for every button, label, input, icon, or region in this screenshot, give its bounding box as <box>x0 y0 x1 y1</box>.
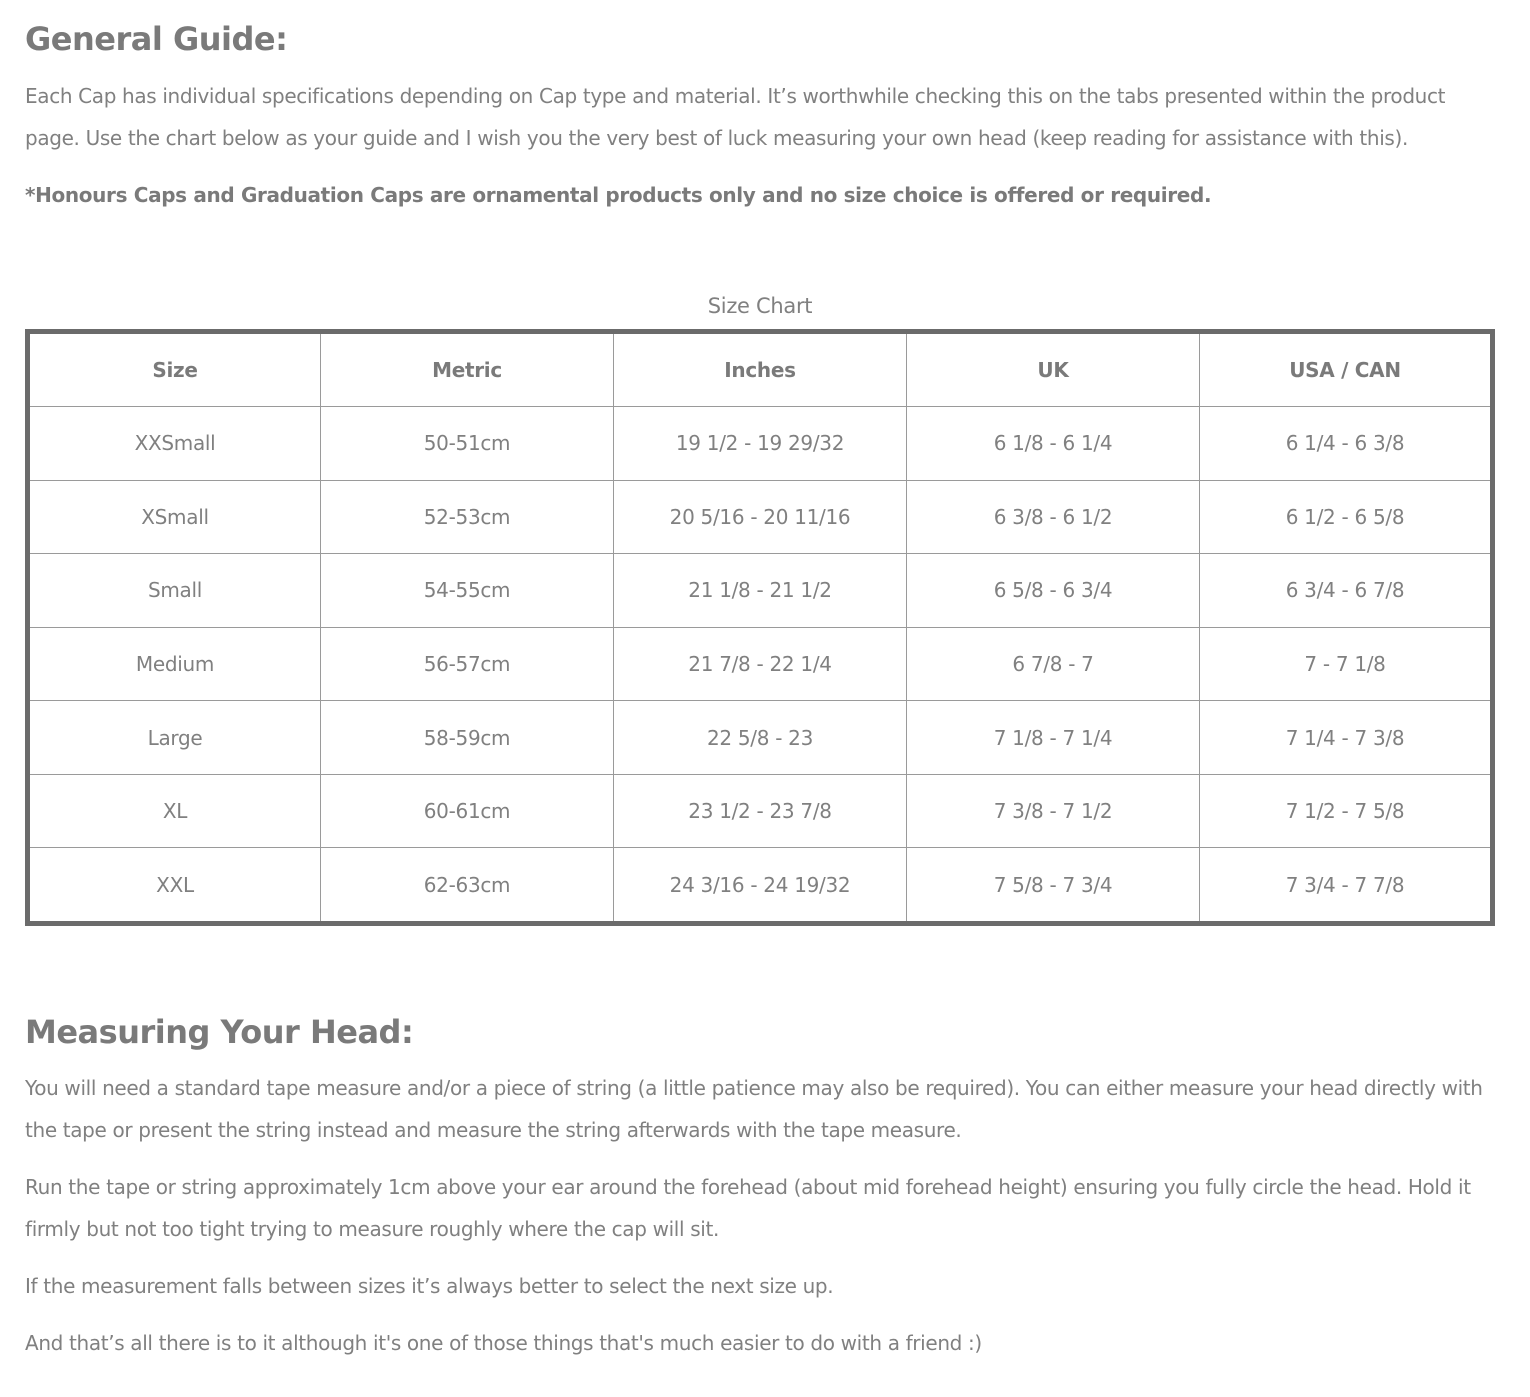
cell-size: XSmall <box>28 480 321 554</box>
table-header-row <box>28 332 1493 407</box>
cell-size: XXL <box>28 848 321 924</box>
cell-size: XL <box>28 774 321 848</box>
cell-inches: 24 3/16 - 24 19/32 <box>614 848 907 924</box>
measuring-heading: Measuring Your Head: <box>25 1013 414 1051</box>
cell-inches: 23 1/2 - 23 7/8 <box>614 774 907 848</box>
column-header-uk: UK <box>907 332 1200 407</box>
cell-size: Medium <box>28 627 321 701</box>
cell-uk: 7 3/8 - 7 1/2 <box>907 774 1200 848</box>
cell-size: Small <box>28 554 321 628</box>
cell-usa-can: 6 3/4 - 6 7/8 <box>1200 554 1493 628</box>
cell-usa-can: 6 1/4 - 6 3/8 <box>1200 407 1493 481</box>
measuring-paragraph-between-sizes: If the measurement falls between sizes it’s always better to select the next size up. <box>25 1274 834 1298</box>
table-row <box>28 848 1493 924</box>
cell-uk: 6 1/8 - 6 1/4 <box>907 407 1200 481</box>
cell-uk: 7 5/8 - 7 3/4 <box>907 848 1200 924</box>
cell-uk: 6 5/8 - 6 3/4 <box>907 554 1200 628</box>
cell-inches: 22 5/8 - 23 <box>614 701 907 775</box>
general-guide-paragraph: Each Cap has individual specifications depending on Cap type and material. It’s worthwhile checking this on the tabs presented within the product page. Use the chart below as your guide and I wish you the very best of luck measuring your own head (keep reading for assistance with this). <box>25 84 1446 150</box>
measuring-paragraph-closing: And that’s all there is to it although it's one of those things that's much easier to do with a friend :) <box>25 1331 982 1355</box>
cell-usa-can: 7 - 7 1/8 <box>1200 627 1493 701</box>
cell-inches: 21 7/8 - 22 1/4 <box>614 627 907 701</box>
cell-metric: 50-51cm <box>321 407 614 481</box>
cell-uk: 6 3/8 - 6 1/2 <box>907 480 1200 554</box>
table-row <box>28 480 1493 554</box>
cell-metric: 62-63cm <box>321 848 614 924</box>
table-row <box>28 627 1493 701</box>
cell-metric: 56-57cm <box>321 627 614 701</box>
cell-size: XXSmall <box>28 407 321 481</box>
size-chart-table <box>25 329 1495 926</box>
cell-uk: 7 1/8 - 7 1/4 <box>907 701 1200 775</box>
measuring-paragraph-tools: You will need a standard tape measure and/or a piece of string (a little patience may also be required). You can either measure your head directly with the tape or present the string instead and measure the string afterwards with the tape measure. <box>25 1076 1483 1142</box>
cell-size: Large <box>28 701 321 775</box>
table-row <box>28 774 1493 848</box>
table-row <box>28 554 1493 628</box>
ornamental-note: *Honours Caps and Graduation Caps are ornamental products only and no size choice is offered or required. <box>25 183 1212 207</box>
cell-metric: 52-53cm <box>321 480 614 554</box>
column-header-metric: Metric <box>321 332 614 407</box>
cell-uk: 6 7/8 - 7 <box>907 627 1200 701</box>
cell-inches: 19 1/2 - 19 29/32 <box>614 407 907 481</box>
cell-usa-can: 7 1/4 - 7 3/8 <box>1200 701 1493 775</box>
table-row <box>28 701 1493 775</box>
cell-usa-can: 7 1/2 - 7 5/8 <box>1200 774 1493 848</box>
column-header-inches: Inches <box>614 332 907 407</box>
column-header-usa-can: USA / CAN <box>1200 332 1493 407</box>
general-guide-heading: General Guide: <box>25 20 288 58</box>
cell-metric: 58-59cm <box>321 701 614 775</box>
cell-usa-can: 7 3/4 - 7 7/8 <box>1200 848 1493 924</box>
cell-metric: 54-55cm <box>321 554 614 628</box>
cell-inches: 21 1/8 - 21 1/2 <box>614 554 907 628</box>
measuring-paragraph-method: Run the tape or string approximately 1cm above your ear around the forehead (about mid forehead height) ensuring you fully circle the head. Hold it firmly but not too tight trying to measure roughly where the cap will sit. <box>25 1175 1471 1241</box>
size-chart-caption: Size Chart <box>707 294 813 318</box>
column-header-size: Size <box>28 332 321 407</box>
cell-inches: 20 5/16 - 20 11/16 <box>614 480 907 554</box>
table-row <box>28 407 1493 481</box>
cell-usa-can: 6 1/2 - 6 5/8 <box>1200 480 1493 554</box>
cell-metric: 60-61cm <box>321 774 614 848</box>
